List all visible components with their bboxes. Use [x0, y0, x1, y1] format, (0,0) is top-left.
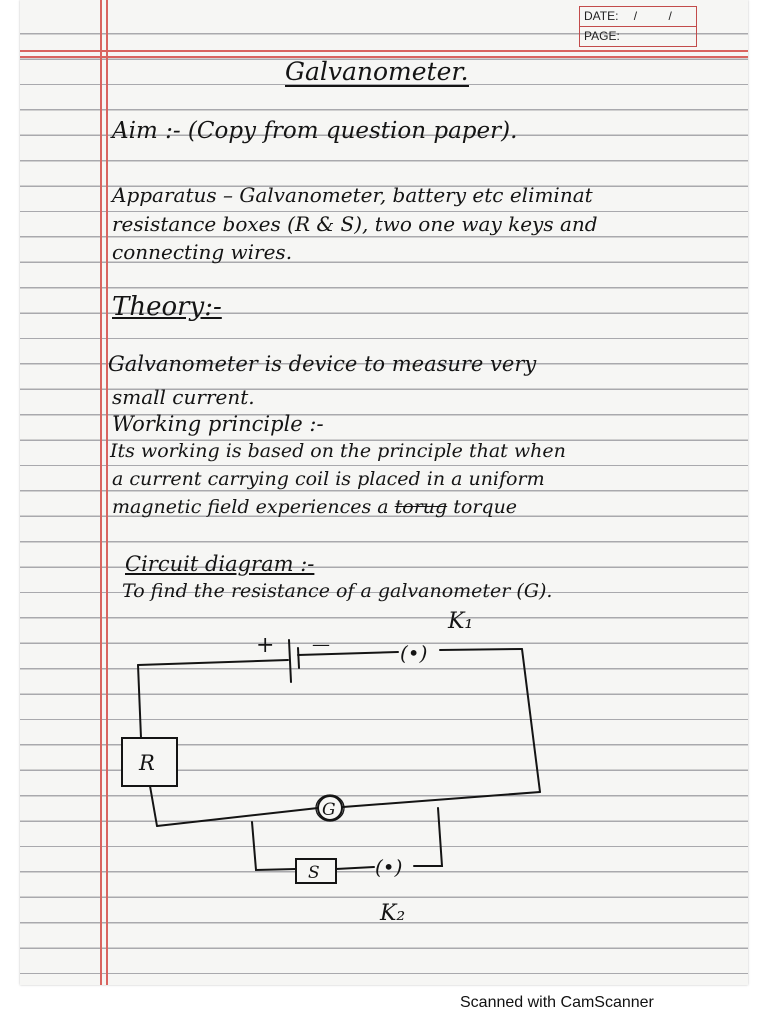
apparatus-line-1: Apparatus – Galvanometer, battery etc eliminat: [112, 183, 593, 207]
apparatus-line-3: connecting wires.: [112, 240, 293, 264]
resistor-r-label: R: [139, 751, 155, 775]
wire-left-lower: [150, 786, 157, 826]
theory-line-5: a current carrying coil is placed in a uniform: [112, 468, 545, 490]
key-k2-label: K₂: [380, 901, 406, 926]
page-title: Galvanometer.: [285, 57, 469, 86]
galvanometer-label: G: [322, 800, 336, 820]
battery-plus-sign: +: [256, 633, 275, 658]
resistor-s-label: S: [308, 863, 320, 883]
theory-heading: Theory:-: [112, 292, 222, 322]
battery-long-plate: [289, 640, 291, 682]
shunt-wire-left: [252, 822, 296, 870]
theory-line-6-end: torque: [453, 496, 518, 518]
theory-line-4: Its working is based on the principle that when: [110, 440, 566, 462]
date-value: / /: [633, 9, 686, 23]
wire-top-left: [138, 660, 288, 665]
shunt-wire-right: [414, 808, 442, 866]
struck-word: torug: [394, 496, 448, 518]
battery-short-plate: [298, 648, 299, 668]
key-k1-label: K₁: [448, 609, 474, 634]
wire-galv-left: [157, 808, 318, 826]
theory-line-1: Galvanometer is device to measure very: [108, 352, 537, 376]
wire-left-upper: [138, 665, 141, 738]
aim-line: Aim :- (Copy from question paper).: [112, 118, 518, 144]
wire-bottom-right: [343, 792, 540, 807]
wire-top-right: [440, 649, 522, 650]
wire-right: [522, 649, 540, 792]
shunt-wire-mid: [336, 867, 374, 869]
circuit-diagram-heading: Circuit diagram :-: [125, 552, 315, 576]
battery-minus-sign: —: [312, 634, 330, 655]
key-k2-symbol: (•): [375, 855, 403, 879]
circuit-caption: To find the resistance of a galvanometer (G).: [122, 580, 553, 602]
theory-line-6-start: magnetic field experiences a: [112, 496, 389, 518]
key-k1-symbol: (•): [400, 641, 428, 665]
date-label: DATE:: [584, 9, 619, 23]
page-label: PAGE:: [584, 29, 620, 43]
theory-line-2: small current.: [112, 385, 255, 409]
apparatus-line-2: resistance boxes (R & S), two one way keys and: [112, 212, 598, 236]
scanner-watermark: Scanned with CamScanner: [460, 994, 654, 1011]
working-principle-heading: Working principle :-: [112, 412, 324, 436]
